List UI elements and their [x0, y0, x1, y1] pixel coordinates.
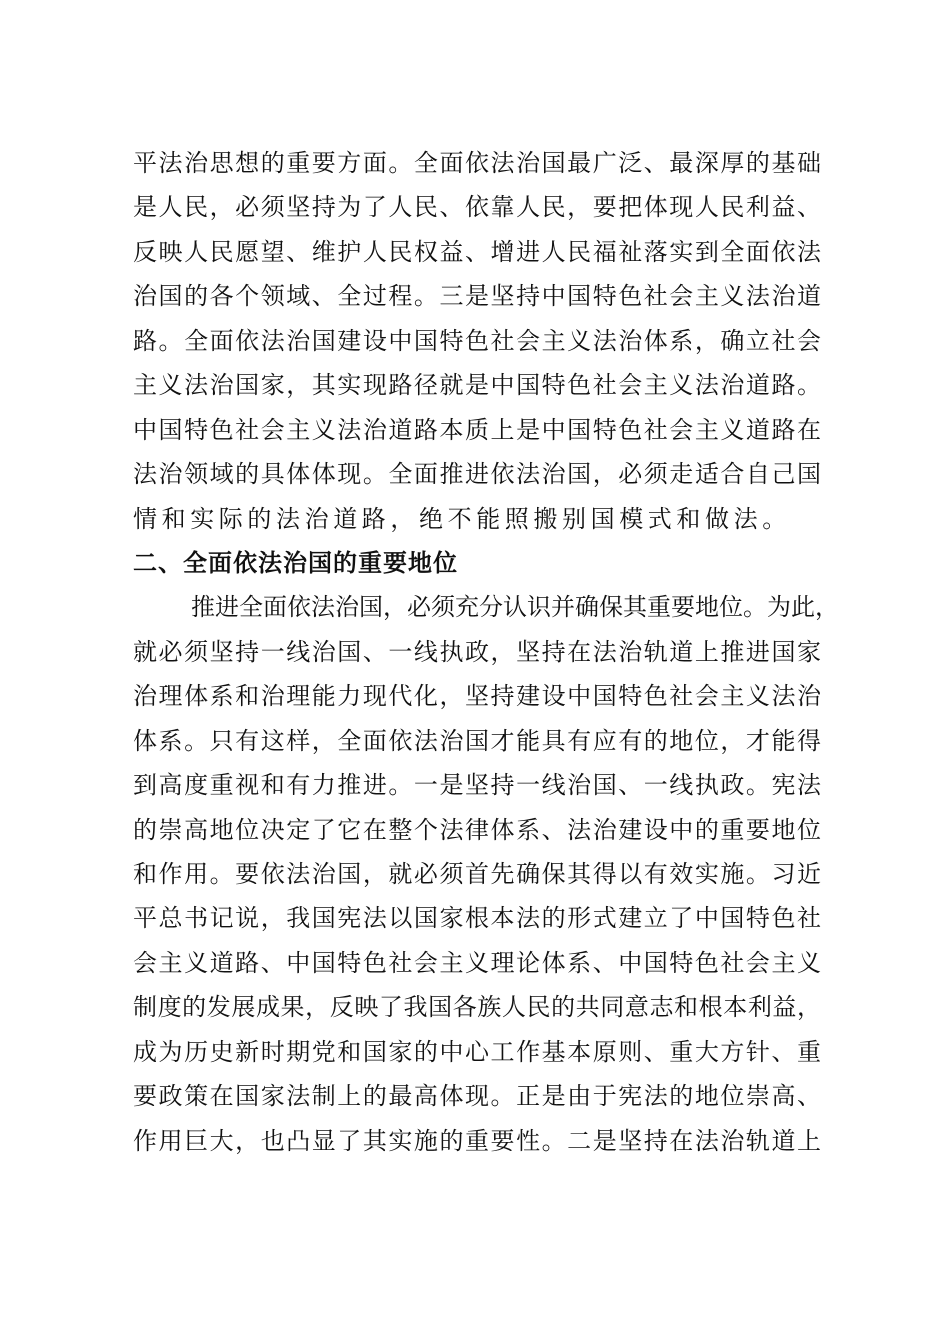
- paragraph-line: 制度的发展成果，反映了我国各族人民的共同意志和根本利益，: [133, 993, 821, 1022]
- paragraph-line: 主义法治国家，其实现路径就是中国特色社会主义法治道路。: [133, 371, 821, 400]
- paragraph-line: 反映人民愿望、维护人民权益、增进人民福祉落实到全面依法: [133, 237, 821, 266]
- paragraph-line: 要政策在国家法制上的最高体现。正是由于宪法的地位崇高、: [133, 1082, 821, 1111]
- paragraph-line: 路。全面依法治国建设中国特色社会主义法治体系，确立社会: [133, 326, 821, 355]
- paragraph-line: 治国的各个领域、全过程。三是坚持中国特色社会主义法治道: [133, 282, 821, 311]
- paragraph-line: 到高度重视和有力推进。一是坚持一线治国、一线执政。宪法: [133, 771, 821, 800]
- paragraph-line: 作用巨大，也凸显了其实施的重要性。二是坚持在法治轨道上: [133, 1126, 821, 1155]
- section-heading: [133, 541, 821, 585]
- paragraph-line: 和作用。要依法治国，就必须首先确保其得以有效实施。习近: [133, 860, 821, 888]
- paragraph-line: 情和实际的法治道路，绝不能照搬别国模式和做法。: [133, 504, 791, 533]
- paragraph-first-line: 推进全面依法治国，必须充分认识并确保其重要地位。为此，: [191, 593, 839, 622]
- paragraph-line: 中国特色社会主义法治道路本质上是中国特色社会主义道路在: [133, 415, 821, 444]
- paragraph-line: 成为历史新时期党和国家的中心工作基本原则、重大方针、重: [133, 1037, 821, 1066]
- paragraph-line: 治理体系和治理能力现代化，坚持建设中国特色社会主义法治: [133, 682, 821, 711]
- paragraph-line: 就必须坚持一线治国、一线执政，坚持在法治轨道上推进国家: [133, 637, 821, 666]
- paragraph-line: 法治领域的具体体现。全面推进依法治国，必须走适合自己国: [133, 460, 821, 489]
- document-page: [133, 141, 839, 1163]
- paragraph-line: 是人民，必须坚持为了人民、依靠人民，要把体现人民利益、: [133, 193, 821, 222]
- paragraph-line: 体系。只有这样，全面依法治国才能具有应有的地位，才能得: [133, 726, 821, 755]
- section-heading-text: 二、全面依法治国的重要地位: [133, 548, 458, 577]
- paragraph-line: 的崇高地位决定了它在整个法律体系、法治建设中的重要地位: [133, 815, 821, 844]
- paragraph-line: 平总书记说，我国宪法以国家根本法的形式建立了中国特色社: [133, 904, 821, 933]
- paragraph-line: 会主义道路、中国特色社会主义理论体系、中国特色社会主义: [133, 948, 821, 977]
- paragraph-line: 平法治思想的重要方面。全面依法治国最广泛、最深厚的基础: [133, 149, 821, 177]
